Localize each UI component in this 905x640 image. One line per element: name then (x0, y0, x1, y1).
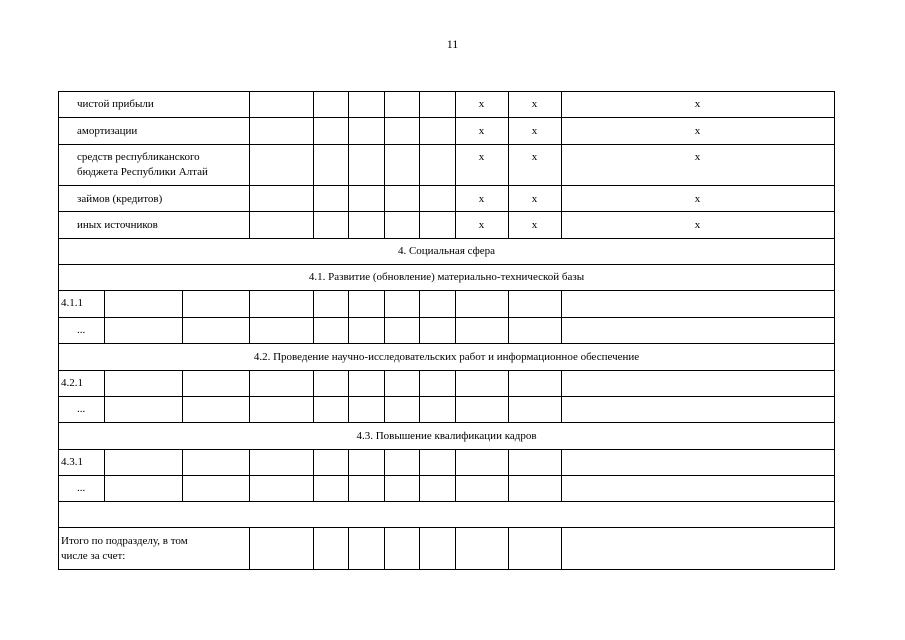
item-ellipsis: ... (77, 482, 86, 494)
column-rule (249, 527, 250, 569)
source-mark: x (478, 98, 485, 110)
column-rule (384, 91, 385, 238)
column-rule (348, 449, 349, 501)
column-rule (384, 370, 385, 422)
column-rule (419, 370, 420, 422)
column-rule (348, 91, 349, 238)
column-rule (384, 527, 385, 569)
column-rule (313, 449, 314, 501)
column-rule (508, 449, 509, 501)
column-rule (104, 370, 105, 422)
column-rule (182, 370, 183, 422)
source-mark: x (531, 98, 538, 110)
table-border-left (58, 91, 59, 570)
column-rule (384, 290, 385, 343)
column-rule (455, 290, 456, 343)
table-rule (58, 422, 835, 423)
source-mark: x (531, 193, 538, 205)
source-mark: x (694, 193, 701, 205)
table-rule (58, 501, 835, 502)
table-rule (58, 264, 835, 265)
table-rule (58, 396, 835, 397)
source-mark: x (478, 125, 485, 137)
total-label: числе за счет: (61, 550, 126, 562)
column-rule (561, 370, 562, 422)
column-rule (348, 370, 349, 422)
subsection-title: 4.1. Развитие (обновление) материально-технической базы (308, 271, 585, 283)
source-mark: x (478, 151, 485, 163)
table-rule (58, 527, 835, 528)
table-rule (58, 343, 835, 344)
source-label: иных источников (77, 219, 158, 231)
table-rule (58, 370, 835, 371)
column-rule (508, 91, 509, 238)
column-rule (508, 290, 509, 343)
column-rule (508, 527, 509, 569)
column-rule (249, 370, 250, 422)
total-label: Итого по подразделу, в том (61, 535, 188, 547)
column-rule (104, 290, 105, 343)
column-rule (182, 290, 183, 343)
section-title: 4. Социальная сфера (397, 245, 496, 257)
column-rule (419, 91, 420, 238)
source-mark: x (694, 219, 701, 231)
table-rule (58, 475, 835, 476)
column-rule (508, 370, 509, 422)
column-rule (249, 91, 250, 238)
column-rule (182, 449, 183, 501)
column-rule (313, 290, 314, 343)
source-mark: x (531, 219, 538, 231)
column-rule (561, 290, 562, 343)
source-label: средств республиканского (77, 151, 200, 163)
item-ellipsis: ... (77, 324, 86, 336)
column-rule (455, 91, 456, 238)
column-rule (419, 449, 420, 501)
table-rule (58, 91, 835, 92)
column-rule (419, 290, 420, 343)
source-label: займов (кредитов) (77, 193, 163, 205)
table-rule (58, 290, 835, 291)
item-number: 4.3.1 (61, 456, 83, 468)
source-label: бюджета Республики Алтай (77, 166, 208, 178)
subsection-title: 4.3. Повышение квалификации кадров (356, 430, 537, 442)
column-rule (561, 91, 562, 238)
subsection-title: 4.2. Проведение научно-исследовательских работ и информационное обеспечение (253, 351, 640, 363)
column-rule (384, 449, 385, 501)
table-rule (58, 317, 835, 318)
item-number: 4.2.1 (61, 377, 83, 389)
table-rule (58, 449, 835, 450)
column-rule (455, 527, 456, 569)
column-rule (313, 370, 314, 422)
table-rule (58, 569, 835, 570)
table-border-right (834, 91, 835, 570)
source-mark: x (694, 98, 701, 110)
table-rule (58, 144, 835, 145)
column-rule (313, 527, 314, 569)
item-ellipsis: ... (77, 403, 86, 415)
table-rule (58, 117, 835, 118)
table-rule (58, 211, 835, 212)
column-rule (104, 449, 105, 501)
column-rule (419, 527, 420, 569)
source-mark: x (478, 193, 485, 205)
column-rule (561, 449, 562, 501)
source-mark: x (694, 151, 701, 163)
column-rule (455, 449, 456, 501)
source-mark: x (531, 151, 538, 163)
table-rule (58, 238, 835, 239)
source-label: амортизации (77, 125, 138, 137)
column-rule (249, 449, 250, 501)
financing-table (58, 91, 835, 570)
column-rule (249, 290, 250, 343)
source-label: чистой прибыли (77, 98, 154, 110)
column-rule (348, 290, 349, 343)
column-rule (313, 91, 314, 238)
column-rule (561, 527, 562, 569)
page-number: 11 (446, 37, 459, 51)
source-mark: x (478, 219, 485, 231)
column-rule (348, 527, 349, 569)
source-mark: x (531, 125, 538, 137)
table-rule (58, 185, 835, 186)
item-number: 4.1.1 (61, 297, 83, 309)
source-mark: x (694, 125, 701, 137)
column-rule (455, 370, 456, 422)
